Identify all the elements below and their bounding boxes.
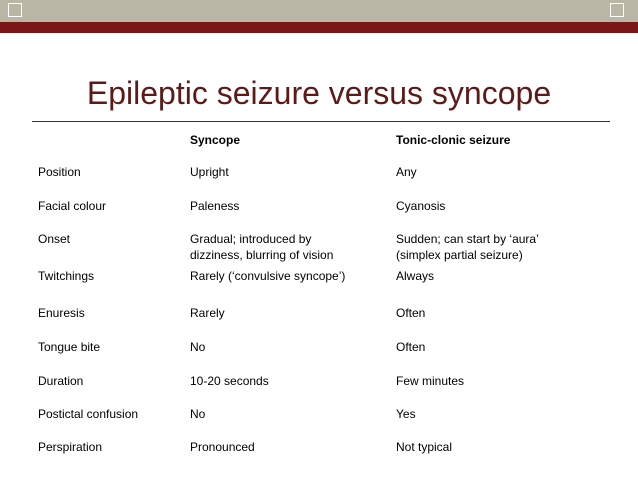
seizure-value: Cyanosis [396, 199, 446, 213]
row-label: Twitchings [38, 269, 95, 283]
seizure-value: Always [396, 269, 435, 283]
syncope-value: Gradual; introduced by dizziness, blurring of vision [190, 232, 334, 262]
accent-bar [0, 22, 638, 33]
seizure-value: Often [396, 340, 426, 354]
row-label: Perspiration [38, 440, 103, 454]
row-label: Position [38, 165, 81, 179]
syncope-value: Rarely (‘convulsive syncope’) [190, 269, 346, 283]
row-label: Facial colour [38, 199, 107, 213]
syncope-value: 10-20 seconds [190, 374, 269, 388]
syncope-value: Upright [190, 165, 229, 179]
grid-square [610, 3, 624, 17]
header-syncope: Syncope [190, 133, 241, 147]
grid-square [8, 3, 22, 17]
syncope-value: Pronounced [190, 440, 255, 454]
row-label: Tongue bite [38, 340, 101, 354]
seizure-value: Any [396, 165, 417, 179]
row-label: Enuresis [38, 306, 85, 320]
seizure-value: Not typical [396, 440, 453, 454]
seizure-value: Sudden; can start by ‘aura’ (simplex partial seizure) [396, 232, 539, 262]
syncope-value: Paleness [190, 199, 240, 213]
header-seizure: Tonic-clonic seizure [396, 133, 511, 147]
slide-title: Epileptic seizure versus syncope [86, 75, 552, 111]
seizure-value: Yes [396, 407, 416, 421]
seizure-value: Few minutes [396, 374, 465, 388]
syncope-value: Rarely [190, 306, 225, 320]
row-label: Postictal confusion [38, 407, 139, 421]
row-label: Onset [38, 232, 71, 246]
title-divider [32, 121, 610, 122]
syncope-value: No [190, 340, 206, 354]
row-label: Duration [38, 374, 84, 388]
decorative-grid [0, 0, 638, 22]
seizure-value: Often [396, 306, 426, 320]
syncope-value: No [190, 407, 206, 421]
